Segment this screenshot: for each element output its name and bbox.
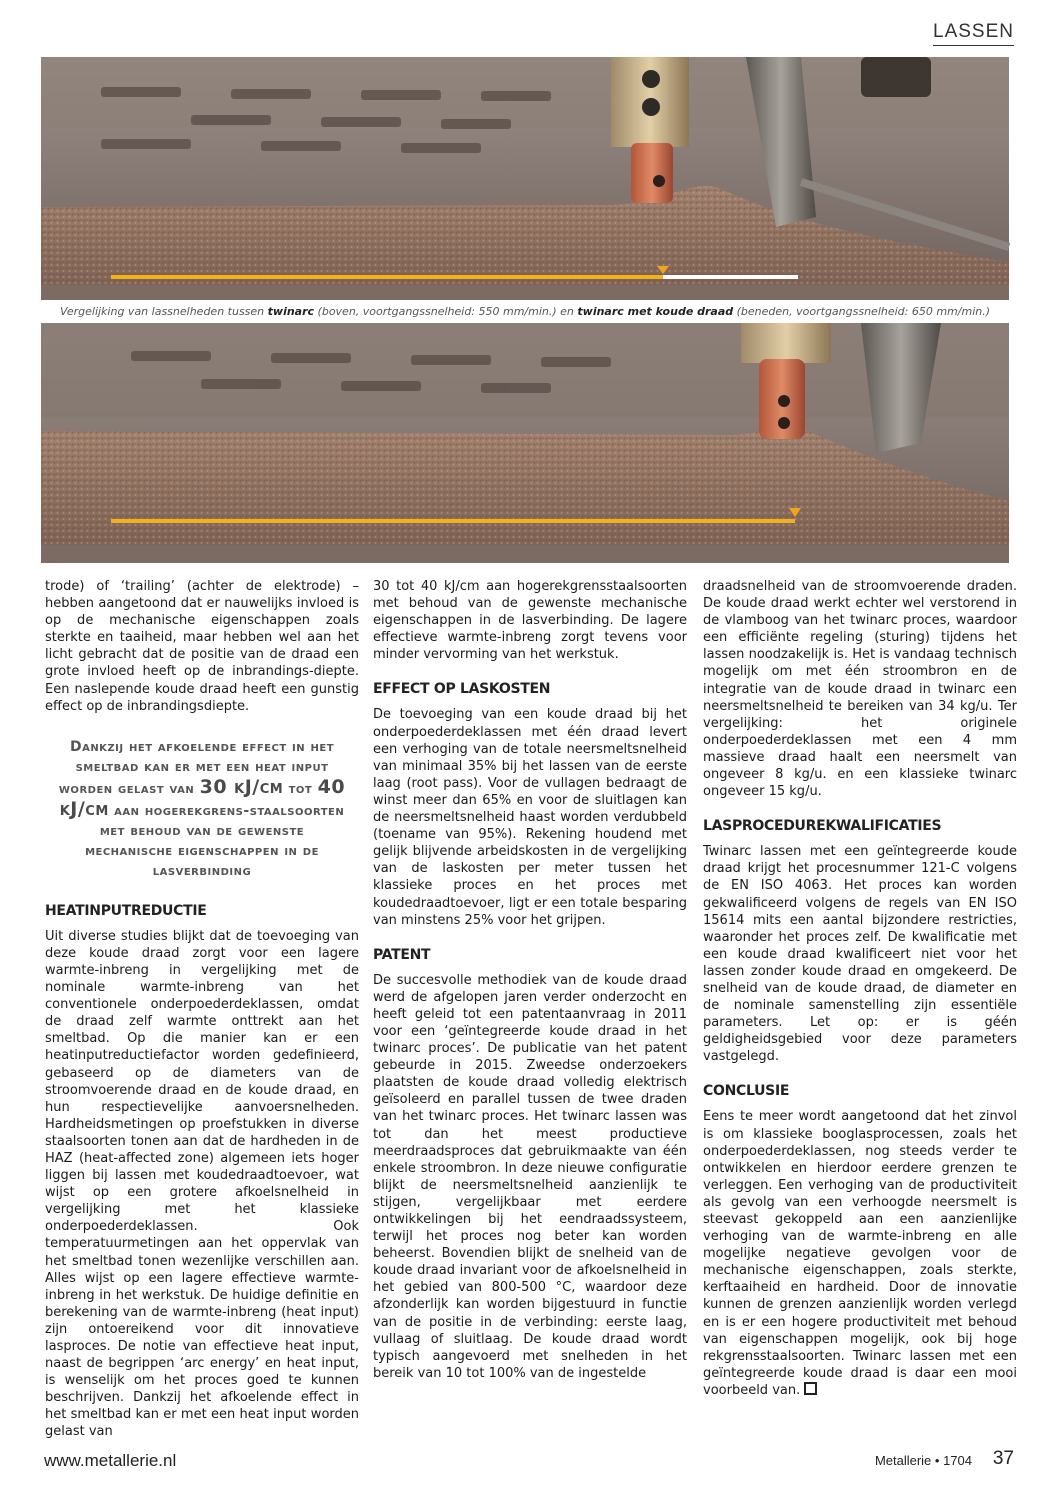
quote-value: 40 kJ/cm bbox=[59, 775, 346, 820]
quote-value: 30 kJ/cm bbox=[199, 775, 284, 798]
magazine-issue: Metallerie • 1704 bbox=[874, 1453, 972, 1468]
welding-photo-bottom bbox=[41, 323, 1009, 563]
body-paragraph: Twinarc lassen met een geïntegreerde koude draad krijgt het procesnummer 121-C volgens de EN ISO 4063. Het proces kan worden gekwalificeerd volgens de regels van EN ISO 15614 mits een aantal bijzondere restricties, waaronder het proces zelf. De kwalificatie met een koude draad kwalificeert niet voor het lassen zonder koude draad en omgekeerd. De snelheid van de koude draad, de diameter en de nominale samenstelling zijn essentiële parameters. Let op: er is géén geldigheidsgebied voor deze parameters vastgelegd. bbox=[703, 844, 1017, 1065]
quote-text: aan hogerekgrens-staalsoorten met behoud van de gewenste mechanische eigenschappen in de lasverbinding bbox=[85, 802, 345, 879]
section-heading: PATENT bbox=[373, 946, 431, 963]
caption-bold-2: twinarc met koude draad bbox=[577, 305, 734, 318]
article-column-3 bbox=[703, 578, 1017, 1430]
article-column-1 bbox=[45, 578, 359, 1440]
section-heading: HEATINPUTREDUCTIE bbox=[45, 902, 207, 919]
caption-bold-1: twinarc bbox=[267, 305, 315, 318]
website-link[interactable]: www.metallerie.nl bbox=[44, 1451, 177, 1470]
body-paragraph: trode) of ‘trailing’ (achter de elektrode) – hebben aangetoond dat er nauwelijks invloed is op de mechanische eigenschappen zoals sterkte en taaiheid, maar hebben wel aan het licht gebracht dat de positie van de draad een grote invloed heeft op de inbrandings-diepte. Een naslepende koude draad heeft een gunstig effect op de inbrandingsdiepte. bbox=[45, 579, 359, 714]
quote-text: Dankzij het afkoelende effect in het smeltbad kan er met een heat input worden gelast van bbox=[58, 738, 335, 797]
welding-photo-top bbox=[41, 57, 1009, 300]
section-heading: CONCLUSIE bbox=[703, 1083, 790, 1100]
pull-quote bbox=[55, 737, 349, 881]
caption-text-1: Vergelijking van lassnelheden tussen bbox=[59, 305, 268, 318]
caption-text-2: (boven, voortgangssnelheid: 550 mm/min.) en bbox=[314, 305, 578, 318]
quote-text: tot bbox=[283, 780, 318, 797]
section-heading: LASPROCEDUREKWALIFICATIES bbox=[703, 818, 942, 835]
body-paragraph bbox=[703, 1108, 1017, 1399]
end-mark-icon bbox=[804, 1382, 817, 1395]
section-tag: LASSEN bbox=[933, 20, 1014, 46]
body-paragraph: draadsnelheid van de stroomvoerende draden. De koude draad werkt echter wel verstorend in de vlamboog van het twinarc proces, waardoor een efficiënte regeling (sturing) tijdens het lassen noodzakelijk is. Het is vandaag technisch mogelijk om met één stroombron en de integratie van de koude draad in twinarc een neersmeltsnelheid te bereiken van 34 kg/u. Ter vergelijking: het originele onderpoederdeklassen met een 4 mm massieve draad haalt een neersmelt van ongeveer 8 kg/u. en een klassieke twinarc ongeveer 15 kg/u. bbox=[703, 579, 1017, 800]
section-heading: EFFECT OP LASKOSTEN bbox=[373, 681, 551, 698]
body-paragraph: De succesvolle methodiek van de koude draad werd de afgelopen jaren verder onderzocht en heeft geleid tot een patentaanvraag in 2011 voor een ‘geïntegreerde koude draad in het twinarc proces’. De publicatie van het patent gebeurde in 2015. Zweedse onderzoekers plaatsten de koude draad volledig elektrisch geïsoleerd en parallel tussen de twee draden van het twinarc proces. Het twinarc lassen was tot dan het meest productieve meerdraadsproces dat gebruikmaakte van één enkele stroombron. In deze nieuwe configuratie blijkt de neersmeltsnelheid aanzienlijk te stijgen, vergelijkbaar met eerdere ontwikkelingen bij het eendraadssysteem, terwijl het proces nog beter kan worden beheerst. Bovendien blijkt de snelheid van de koude draad invariant voor de afkoelsnelheid in het gebied van 800-500 °C, waardoor deze afzonderlijk kan worden bijgestuurd in functie van de positie in de verbinding: eerste laag, vullaag of sluitlaag. De koude draad wordt typisch aangevoerd met snelheden in het bereik van 10 tot 100% van de ingestelde bbox=[373, 972, 687, 1381]
article-column-2 bbox=[373, 578, 687, 1430]
caption-text-3: (beneden, voortgangssnelheid: 650 mm/min.) bbox=[733, 305, 991, 318]
conclusion-text: Eens te meer wordt aangetoond dat het zinvol is om klassieke booglasprocessen, zoals het onderpoederdeklassen, nog steeds verder te ontwikkelen en hierdoor eerdere grenzen te verleggen. Een verhoging van de productiviteit als gevolg van een verhoogde neersmelt is steevast gekoppeld aan een aanzienlijke verhoging van de warmte-inbreng en alle mogelijke negatieve gevolgen voor de mechanische eigenschappen, zoals sterkte, kerftaaiheid en hardheid. Door de innovatie kunnen de grenzen aanzienlijk worden verlegd en is er een hogere productiviteit met behoud van eigenschappen mogelijk, ook bij hoge rekgrensstaalsoorten. Twinarc lassen met een geïntegreerde koude draad is daar een mooi voorbeeld van. bbox=[703, 1109, 1017, 1398]
body-paragraph: 30 tot 40 kJ/cm aan hogerekgrensstaalsoorten met behoud van de gewenste mechanische eigenschappen in de lasverbinding. De lagere effectieve warmte-inbreng zorgt tevens voor minder vervorming van het werkstuk. bbox=[373, 579, 687, 663]
body-paragraph: Uit diverse studies blijkt dat de toevoeging van deze koude draad zorgt voor een lagere warmte-inbreng in vergelijking met de nominale warmte-inbreng van het conventionele onderpoederdeklassen, omdat de draad zelf warmte onttrekt aan het smeltbad. Op die manier kan er een heatinputreductiefactor worden gedefinieerd, gebaseerd op de diameters van de stroomvoerende draad en de koude draad, en hun respectievelijke aanvoersnelheden. Hardheidsmetingen op proefstukken in diverse staalsoorten tonen aan dat de hardheden in de HAZ (heat-affected zone) algemeen iets hoger liggen bij lassen met koudedraadtoevoer, wat wijst op een grotere afkoelsnelheid in vergelijking met het klassieke onderpoederdeklassen. Ook temperatuurmetingen aan het oppervlak van het smeltbad tonen wezenlijke verschillen aan. Alles wijst op een lagere effectieve warmte-inbreng in het werkstuk. De huidige definitie en berekening van de warmte-inbreng (heat input) zijn ontoereikend voor dit innovatieve lasproces. De notie van effectieve heat input, naast de begrippen ‘arc energy’ en heat input, is wenselijk om het proces goed te kunnen beschrijven. Dankzij het afkoelende effect in het smeltbad kan er met een heat input worden gelast van bbox=[45, 928, 359, 1440]
page-number: 37 bbox=[992, 1448, 1014, 1469]
figure-caption bbox=[41, 300, 1009, 323]
photo-twinarc bbox=[41, 57, 1009, 300]
photo-twinarc-cold-wire bbox=[41, 323, 1009, 563]
body-paragraph: De toevoeging van een koude draad bij het onderpoederdeklassen met één draad levert een verhoging van de totale neersmeltsnelheid van minimaal 35% bij het lassen van de eerste laag (root pass). Voor de vullagen bedraagt de winst meer dan 65% en voor de sluitlagen kan de neersmeltsnelheid haast worden verdubbeld (toename van 95%). Rekening houdend met gelijk blijvende arbeidskosten in de vergelijking van de laskosten per meter tussen het klassieke proces en het proces met koudedraadtoevoer, ligt er een totale besparing van minstens 25% voor het grijpen. bbox=[373, 707, 687, 928]
